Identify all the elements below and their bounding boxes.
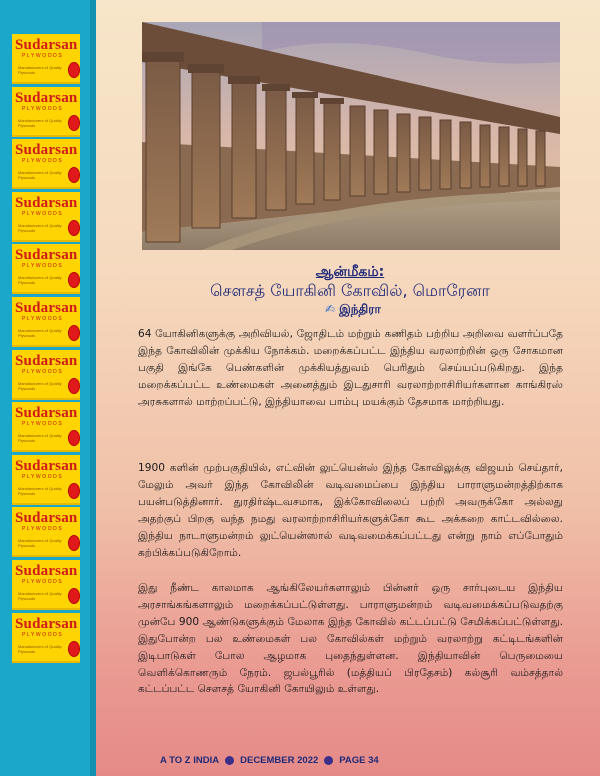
page-footer <box>160 755 580 766</box>
brand-subtitle: PLYWOODS <box>22 263 64 270</box>
article-paragraph-3: இது நீண்ட காலமாக ஆங்கிலேயர்களாலும் பின்னர் ஒரு சார்புடைய இந்திய அரசாங்கங்களாலும் மறைக்கப்பட்டுள்ளது. பாராளுமன்றம் வடிவமைக்கப்படுவதற்கு முன்பே 900 ஆண்டுகளுக்கும் மேலாக இந்த கோவில் கட்டப்பட்டு சேமிக்கப்பட்டுள்ளது. இதுபோன்ற பல உண்மைகள் பல கோவில்கள் மற்றும் வரலாற்று கட்டிடங்களின் இடிபாடுகள் போல ஆழமாக புதைந்துள்ளன. இந்தியாவின் பெருமையை வெளிக்கொணரும் நேரம். ஜபல்பூரில் (மத்தியப் பிரதேசம்) கல்சூரி வம்சத்தால் கட்டப்பட்ட சௌசத் யோகினி கோயிலும் உள்ளது. <box>138 582 563 696</box>
brand-tagline: Manufacturers of Quality Plywoods <box>18 275 62 286</box>
article-paragraph-1: 64 யோகினிகளுக்கு அறிவியல், ஜோதிடம் மற்றும் கணிதம் பற்றிய அறிவை வளர்ப்பதே இந்த கோவிலின் முக்கிய நோக்கம். மறைக்கப்பட்ட இந்திய வரலாற்றின் ஒரு சோகமான பகுதி இங்கே பெண்களின் முக்கியத்துவம் பெரிதும் செய்யப்படுகிறது. இந்த மறைக்கப்பட்ட உண்மைகள் அனைத்தும் இடதுசாரி வரலாற்றாசிரியர்களான காங்கிரஸ் அரசுகளால் மாற்றப்பட்டு, இந்தியாவை பாம்பு மயக்கும் தேசமாக மாற்றியது. <box>138 328 563 408</box>
brand-name: Sudarsan <box>15 457 78 474</box>
brand-subtitle: PLYWOODS <box>22 158 64 165</box>
sudarsan-plywoods-ad <box>12 613 80 663</box>
sudarsan-plywoods-ad <box>12 192 80 242</box>
author-name: இந்திரா <box>339 302 381 316</box>
brand-name: Sudarsan <box>15 300 78 316</box>
brand-subtitle: PLYWOODS <box>22 421 64 428</box>
brand-subtitle: PLYWOODS <box>22 105 64 112</box>
brand-name: Sudarsan <box>15 142 78 159</box>
sudarsan-plywoods-ad <box>12 139 80 189</box>
brand-seal-icon <box>68 272 80 288</box>
section-label: ஆன்மீகம்: <box>315 264 385 280</box>
brand-tagline: Manufacturers of Quality Plywoods <box>18 643 62 654</box>
brand-seal-icon <box>68 62 80 78</box>
sudarsan-plywoods-ad <box>12 560 80 610</box>
brand-seal-icon <box>68 588 80 604</box>
brand-seal-icon <box>68 167 80 183</box>
brand-tagline: Manufacturers of Quality Plywoods <box>18 433 62 444</box>
brand-name: Sudarsan <box>15 247 78 264</box>
brand-subtitle: PLYWOODS <box>22 368 64 375</box>
separator-dot-icon <box>225 756 234 765</box>
brand-name: Sudarsan <box>15 194 78 211</box>
brand-subtitle: PLYWOODS <box>22 316 64 322</box>
brand-seal-icon <box>68 220 80 236</box>
brand-tagline: Manufacturers of Quality Plywoods <box>18 380 62 391</box>
advertisement-strip <box>0 0 96 776</box>
brand-seal-icon <box>68 641 80 657</box>
separator-dot-icon <box>324 756 333 765</box>
brand-tagline: Manufacturers of Quality Plywoods <box>18 485 62 496</box>
brand-name: Sudarsan <box>15 89 78 106</box>
brand-seal-icon <box>68 430 80 446</box>
page-number: PAGE 34 <box>339 755 379 766</box>
issue-date: DECEMBER 2022 <box>240 755 319 766</box>
brand-seal-icon <box>68 483 80 499</box>
brand-name: Sudarsan <box>15 510 78 527</box>
brand-tagline: Manufacturers of Quality Plywoods <box>18 222 62 233</box>
brand-name: Sudarsan <box>15 352 78 369</box>
brand-subtitle: PLYWOODS <box>22 210 64 217</box>
sudarsan-plywoods-ad <box>12 350 80 400</box>
sudarsan-plywoods-ad <box>12 402 80 452</box>
brand-subtitle: PLYWOODS <box>22 631 64 638</box>
brand-tagline: Manufacturers of Quality Plywoods <box>18 170 62 181</box>
sudarsan-plywoods-ad <box>12 34 80 84</box>
sudarsan-plywoods-ad <box>12 244 80 294</box>
publication-name: A TO Z INDIA <box>160 755 220 766</box>
brand-tagline: Manufacturers of Quality Plywoods <box>18 117 62 128</box>
temple-colonnade-photo <box>142 22 560 250</box>
brand-seal-icon <box>68 535 80 551</box>
brand-name: Sudarsan <box>15 37 78 53</box>
brand-name: Sudarsan <box>15 563 78 579</box>
brand-subtitle: PLYWOODS <box>22 53 64 59</box>
author-byline <box>325 302 381 318</box>
brand-tagline: Manufacturers of Quality Plywoods <box>18 328 62 338</box>
brand-subtitle: PLYWOODS <box>22 579 64 585</box>
article-paragraph-2: 1900 களின் முற்பகுதியில், எட்வின் லுட்யென்ஸ் இந்த கோவிலுக்கு விஜயம் செய்தார், மேலும் அவர் இந்த கோவிலின் வடிவமைப்பை இந்திய பாராளுமன்றத்திற்காக பயன்படுத்தினார். துரதிர்ஷ்டவசமாக, இக்கோவிலைப் பற்றி அவருக்கோ அல்லது அதற்குப் பிறகு வந்த நமது வரலாற்றாசிரியர்களுக்கோ கூட அக்கறை காட்டவில்லை. இந்திய நாடாளுமன்றம் லுட்யென்ஸால் வடிவமைக்கப்பட்டது என்று நாம் எப்போதும் கற்பிக்கப்படுகிறோம். <box>138 462 563 559</box>
pen-icon: ✍ <box>325 302 336 316</box>
brand-subtitle: PLYWOODS <box>22 526 64 533</box>
article-title: சௌசத் யோகினி கோவில், மொரேனா <box>210 281 490 300</box>
sudarsan-plywoods-ad <box>12 87 80 137</box>
brand-tagline: Manufacturers of Quality Plywoods <box>18 538 62 549</box>
brand-subtitle: PLYWOODS <box>22 473 64 480</box>
brand-tagline: Manufacturers of Quality Plywoods <box>18 591 62 601</box>
sudarsan-plywoods-ad <box>12 297 80 347</box>
sudarsan-plywoods-ad <box>12 455 80 505</box>
brand-name: Sudarsan <box>15 615 78 632</box>
brand-seal-icon <box>68 325 80 341</box>
brand-tagline: Manufacturers of Quality Plywoods <box>18 65 62 75</box>
brand-seal-icon <box>68 378 80 394</box>
brand-name: Sudarsan <box>15 405 78 422</box>
brand-seal-icon <box>68 115 80 131</box>
sudarsan-plywoods-ad <box>12 507 80 557</box>
